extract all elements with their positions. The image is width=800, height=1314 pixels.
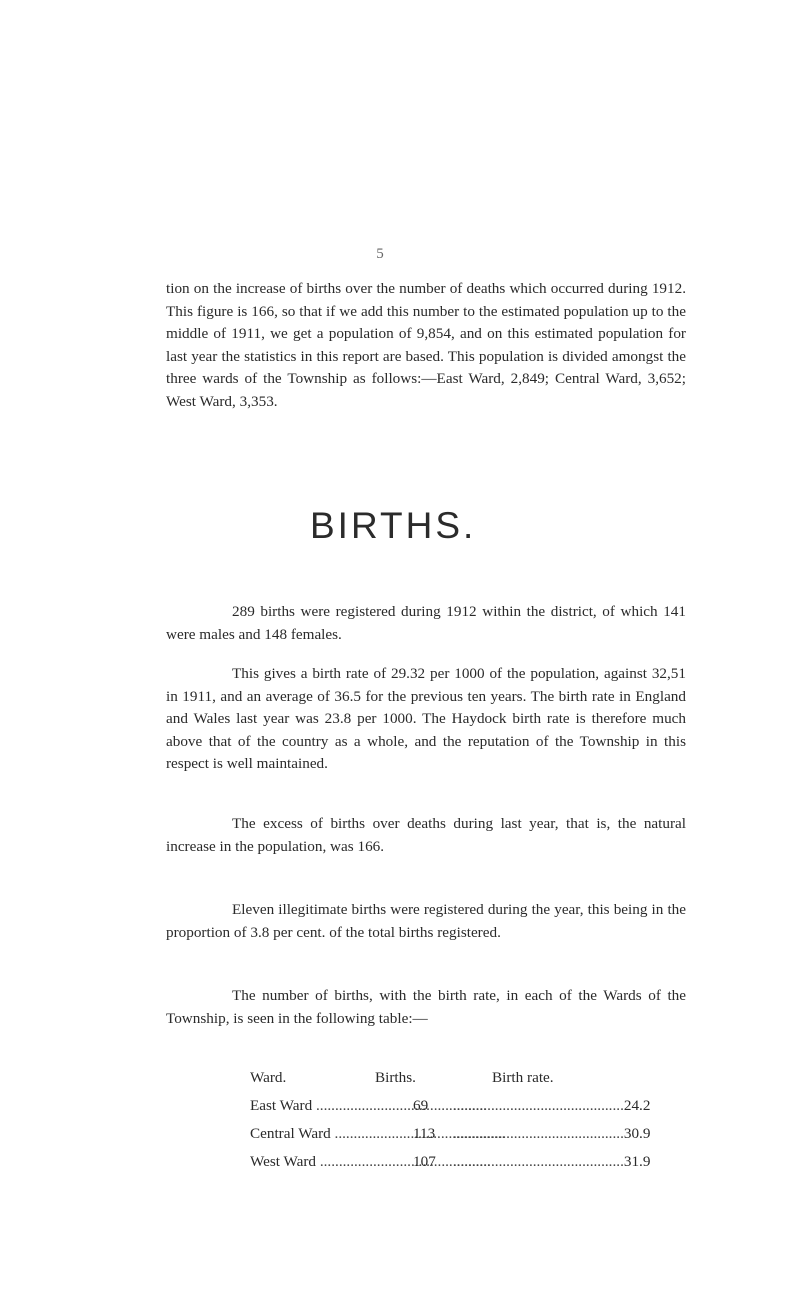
ward-cell: Central Ward ..... — [250, 1123, 413, 1145]
paragraph-natural-increase: The excess of births over deaths during last year, that is, the natural increase in the population, was 166. — [166, 815, 686, 855]
ward-cell: East Ward ..... — [250, 1095, 413, 1117]
ward-cell: West Ward ..... — [250, 1151, 413, 1173]
table-row — [250, 1151, 690, 1173]
rate-cell: ............................................. 31.9 — [453, 1153, 651, 1170]
births-cell: 69 — [413, 1097, 429, 1114]
births-table — [250, 1067, 690, 1173]
paragraph-birth-rate: This gives a birth rate of 29.32 per 1000 of the population, against 32,51 in 1911, and an average of 36.5 for the previous ten years. The birth rate in England and Wales last year was 23.8 per 1000. The Haydock birth rate is therefore much above that of the country as a whole, and the reputation of the Township in this respect is well maintained. — [166, 665, 686, 772]
page-number: 5 — [376, 246, 384, 262]
intro-paragraph: tion on the increase of births over the number of deaths which occurred during 1912. This figure is 166, so that if we add this number to the estimated population up to the middle of 1911, we get a population of 9,854, and on this estimated population for last year the statistics in this report are based. This population is divided amongst the three wards of the Township as follows:—East Ward, 2,849; Central Ward, 3,652; West Ward, 3,353. — [166, 280, 686, 410]
rate-cell: ............................................. 30.9 — [453, 1125, 651, 1142]
births-cell: 107 — [413, 1153, 436, 1170]
rate-cell: ............................................. 24.2 — [453, 1097, 651, 1114]
table-row — [250, 1095, 690, 1117]
header-births: Births. — [375, 1069, 416, 1086]
header-ward: Ward. — [250, 1069, 287, 1086]
table-row — [250, 1123, 690, 1145]
table-header — [250, 1067, 690, 1089]
paragraph-table-intro: The number of births, with the birth rate, in each of the Wards of the Township, is seen in the following table:— — [166, 987, 686, 1027]
header-birth-rate: Birth rate. — [492, 1069, 554, 1086]
paragraph-births-registered: 289 births were registered during 1912 within the district, of which 141 were males and 148 females. — [166, 603, 686, 643]
paragraph-illegitimate: Eleven illegitimate births were registered during the year, this being in the proportion of 3.8 per cent. of the total births registered. — [166, 901, 686, 941]
births-cell: 113 — [413, 1125, 436, 1142]
section-heading: BIRTHS. — [310, 505, 477, 546]
